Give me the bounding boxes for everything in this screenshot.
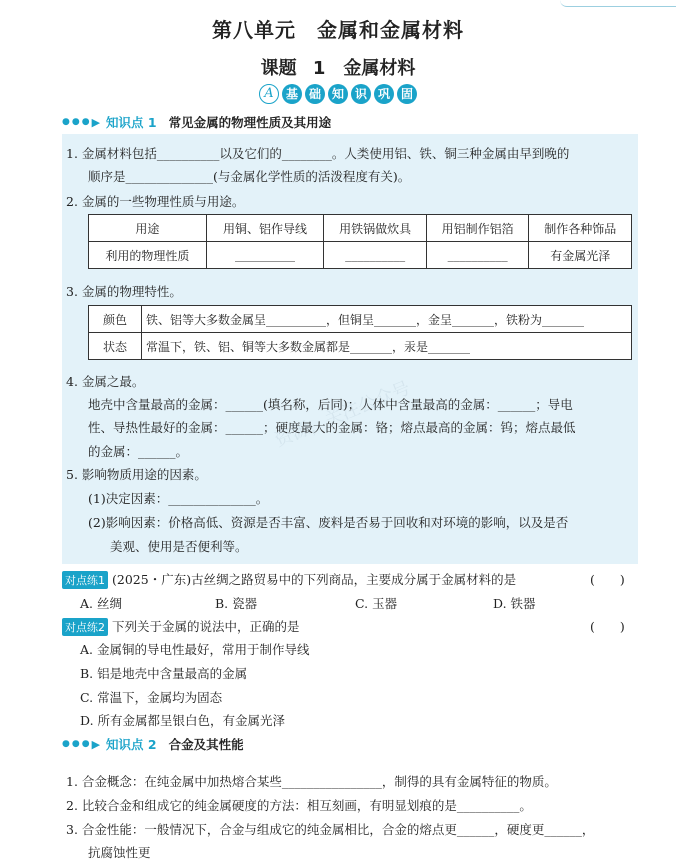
level-char-icon: 识 (351, 84, 371, 104)
watermark: 资源，关注公众号 (271, 377, 414, 452)
level-char-icon: 础 (305, 84, 325, 104)
alloy-q3-cont: 抗腐蚀性更 (88, 845, 151, 860)
table-row (89, 333, 632, 360)
table-cell: __________ (324, 242, 427, 269)
level-char-icon: 知 (328, 84, 348, 104)
option-d: D. 铁器 (493, 596, 536, 611)
option-d: D. 所有金属都呈银白色，有金属光泽 (80, 713, 286, 728)
alloy-q3: 3. 合金性能：一般情况下，合金与组成它的纯金属相比，合金的熔点更______，硬度更______， (66, 822, 595, 837)
q3-text: 3. 金属的物理特性。 (66, 284, 182, 299)
arrow-icon: ▶ (91, 115, 101, 129)
features-table (88, 305, 632, 360)
option-c: C. 常温下，金属均为固态 (80, 690, 223, 705)
practice-2-stem (62, 617, 300, 636)
arrow-icon: ▶ (91, 737, 101, 751)
kp-label: 知识点 1 (106, 115, 157, 130)
practice-text: 下列关于金属的说法中，正确的是 (112, 619, 300, 634)
q5-sub3: 美观、使用是否便利等。 (110, 539, 248, 554)
option-c: C. 玉器 (355, 596, 398, 611)
level-letter-icon: A (259, 84, 279, 104)
table-row (89, 215, 632, 242)
table-cell: 用铝制作铝箔 (426, 215, 529, 242)
table-cell: 状态 (89, 333, 142, 360)
level-char-icon: 基 (282, 84, 302, 104)
table-cell: 常温下，铁、铝、铜等大多数金属都是_______，汞是_______ (142, 333, 632, 360)
table-cell: __________ (206, 242, 324, 269)
option-b: B. 瓷器 (215, 596, 258, 611)
level-char-icon: 巩 (374, 84, 394, 104)
answer-paren: ( ) (590, 619, 625, 634)
table-cell: 制作各种饰品 (529, 215, 632, 242)
level-badge-row (0, 84, 676, 104)
kp-label: 知识点 2 (106, 737, 157, 752)
practice-badge: 对点练1 (62, 571, 108, 589)
alloy-q2: 2. 比较合金和组成它的纯金属硬度的方法：相互刻画，有明显划痕的是__________。 (66, 798, 532, 813)
alloy-q1: 1. 合金概念：在纯金属中加热熔合某些________________，制得的具有金属特征的物质。 (66, 774, 557, 789)
q4-title: 4. 金属之最。 (66, 374, 145, 389)
table-row (89, 306, 632, 333)
knowledge-point-1-heading (62, 113, 331, 131)
q1-line1: 1. 金属材料包括__________以及它们的________。人类使用铝、铁、铜三种金属由早到晚的 (66, 146, 570, 161)
level-char-icon: 固 (397, 84, 417, 104)
option-b: B. 铝是地壳中含量最高的金属 (80, 666, 248, 681)
q4-line3: 的金属：______。 (88, 444, 189, 459)
kp-title: 常见金属的物理性质及其用途 (168, 115, 332, 130)
dots-icon: ●●● (62, 117, 92, 127)
unit-title: 第八单元 金属和金属材料 (212, 18, 464, 42)
table-cell: 铁、铝等大多数金属呈__________，但铜呈_______，金呈_______，铁粉为_______ (142, 306, 632, 333)
q2-text: 2. 金属的一些物理性质与用途。 (66, 194, 245, 209)
table-cell: 用铜、铝作导线 (206, 215, 324, 242)
q1-line2: 顺序是______________(与金属化学性质的活泼程度有关)。 (88, 169, 411, 184)
q5-title: 5. 影响物质用途的因素。 (66, 467, 207, 482)
practice-badge: 对点练2 (62, 618, 108, 636)
lesson-title: 课题 1 金属材料 (260, 58, 416, 79)
knowledge-point-2-heading (62, 735, 244, 753)
q5-sub1: (1)决定因素：______________。 (88, 491, 269, 506)
option-a: A. 金属铜的导电性最好，常用于制作导线 (80, 642, 310, 657)
table-cell: __________ (426, 242, 529, 269)
kp-title: 合金及其性能 (168, 737, 244, 752)
q4-line1: 地壳中含量最高的金属：______(填名称，后同)；人体中含量最高的金属：______；导电 (88, 397, 573, 412)
header-decoration (560, 0, 676, 7)
practice-1-stem (62, 570, 516, 589)
table-row (89, 242, 632, 269)
option-a: A. 丝绸 (80, 596, 122, 611)
dots-icon: ●●● (62, 739, 92, 749)
table-cell: 用途 (89, 215, 207, 242)
table-cell: 用铁锅做炊具 (324, 215, 427, 242)
properties-table (88, 214, 632, 269)
practice-text: (2025・广东)古丝绸之路贸易中的下列商品，主要成分属于金属材料的是 (112, 572, 517, 587)
q5-sub2: (2)影响因素：价格高低、资源是否丰富、废料是否易于回收和对环境的影响，以及是否 (88, 515, 569, 530)
table-cell: 利用的物理性质 (89, 242, 207, 269)
table-cell: 有金属光泽 (529, 242, 632, 269)
answer-paren: ( ) (590, 572, 625, 587)
table-cell: 颜色 (89, 306, 142, 333)
q4-line2: 性、导热性最好的金属：______；硬度最大的金属：铬；熔点最高的金属：钨；熔点最低 (88, 420, 576, 435)
